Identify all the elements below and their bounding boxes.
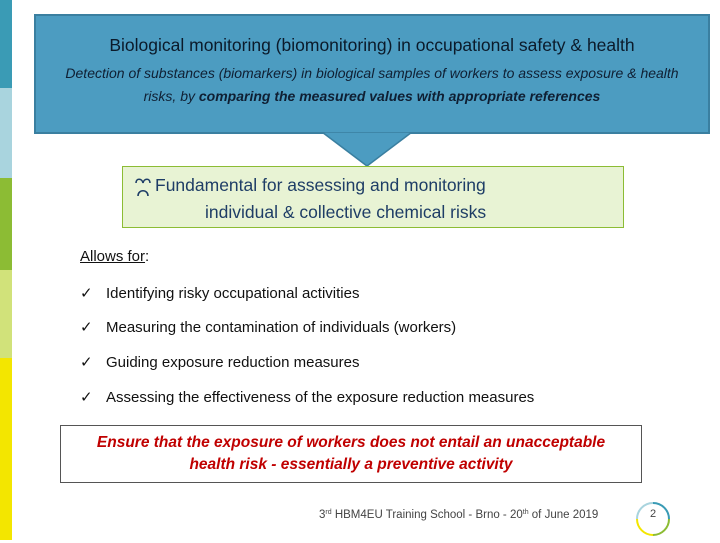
aries-symbol-icon — [134, 177, 152, 197]
callout-line-2: individual & collective chemical risks — [205, 202, 487, 222]
check-icon: ✓ — [80, 354, 93, 371]
list-item-text: Measuring the contamination of individuals (workers) — [106, 319, 457, 336]
down-arrow-icon — [322, 132, 412, 168]
check-icon: ✓ — [80, 319, 93, 336]
list-item-text: Guiding exposure reduction measures — [106, 354, 360, 371]
footer-part-2: HBM4EU Training School - Brno - 20 — [331, 509, 523, 521]
check-icon: ✓ — [80, 389, 93, 406]
decor-strip-green — [0, 178, 12, 270]
page-number: 2 — [649, 508, 657, 520]
list-item-text: Identifying risky occupational activities — [106, 285, 360, 302]
list-item — [80, 318, 456, 336]
allows-for-label — [80, 248, 149, 265]
warning-line-2: health risk - essentially a preventive activity — [189, 456, 513, 473]
page-number-badge — [634, 500, 672, 538]
warning-line-1: Ensure that the exposure of workers does not entail an unacceptable — [96, 434, 606, 451]
check-icon: ✓ — [80, 285, 93, 302]
decor-strip-light-blue — [0, 88, 12, 178]
footer-text — [319, 509, 598, 521]
callout-box — [122, 166, 624, 228]
list-item — [80, 353, 359, 371]
warning-box — [60, 425, 642, 483]
footer-sup-1: rd — [325, 509, 332, 516]
footer-part-3: of June 2019 — [528, 509, 599, 521]
allows-for-text: Allows for — [80, 248, 146, 265]
list-item-text: Assessing the effectiveness of the exposure reduction measures — [106, 389, 535, 406]
list-item — [80, 284, 359, 302]
subtitle-emphasis: comparing the measured values with appropriate references — [198, 88, 601, 104]
decor-strip-teal — [0, 0, 12, 88]
header-box — [34, 14, 710, 134]
allows-for-colon: : — [145, 248, 150, 265]
subtitle-text: Detection of substances (biomarkers) in biological samples of workers to assess exposure & health risks, by — [65, 65, 679, 104]
footer-sup-2: th — [522, 509, 529, 516]
list-item — [80, 388, 534, 406]
decor-strip-yellow — [0, 358, 12, 540]
slide-title: Biological monitoring (biomonitoring) in occupational safety & health — [109, 35, 635, 55]
decor-strip-light-green — [0, 270, 12, 358]
footer-part-1: 3 — [319, 509, 326, 521]
slide-subtitle — [36, 62, 708, 108]
callout-line-1: Fundamental for assessing and monitoring — [155, 175, 486, 195]
